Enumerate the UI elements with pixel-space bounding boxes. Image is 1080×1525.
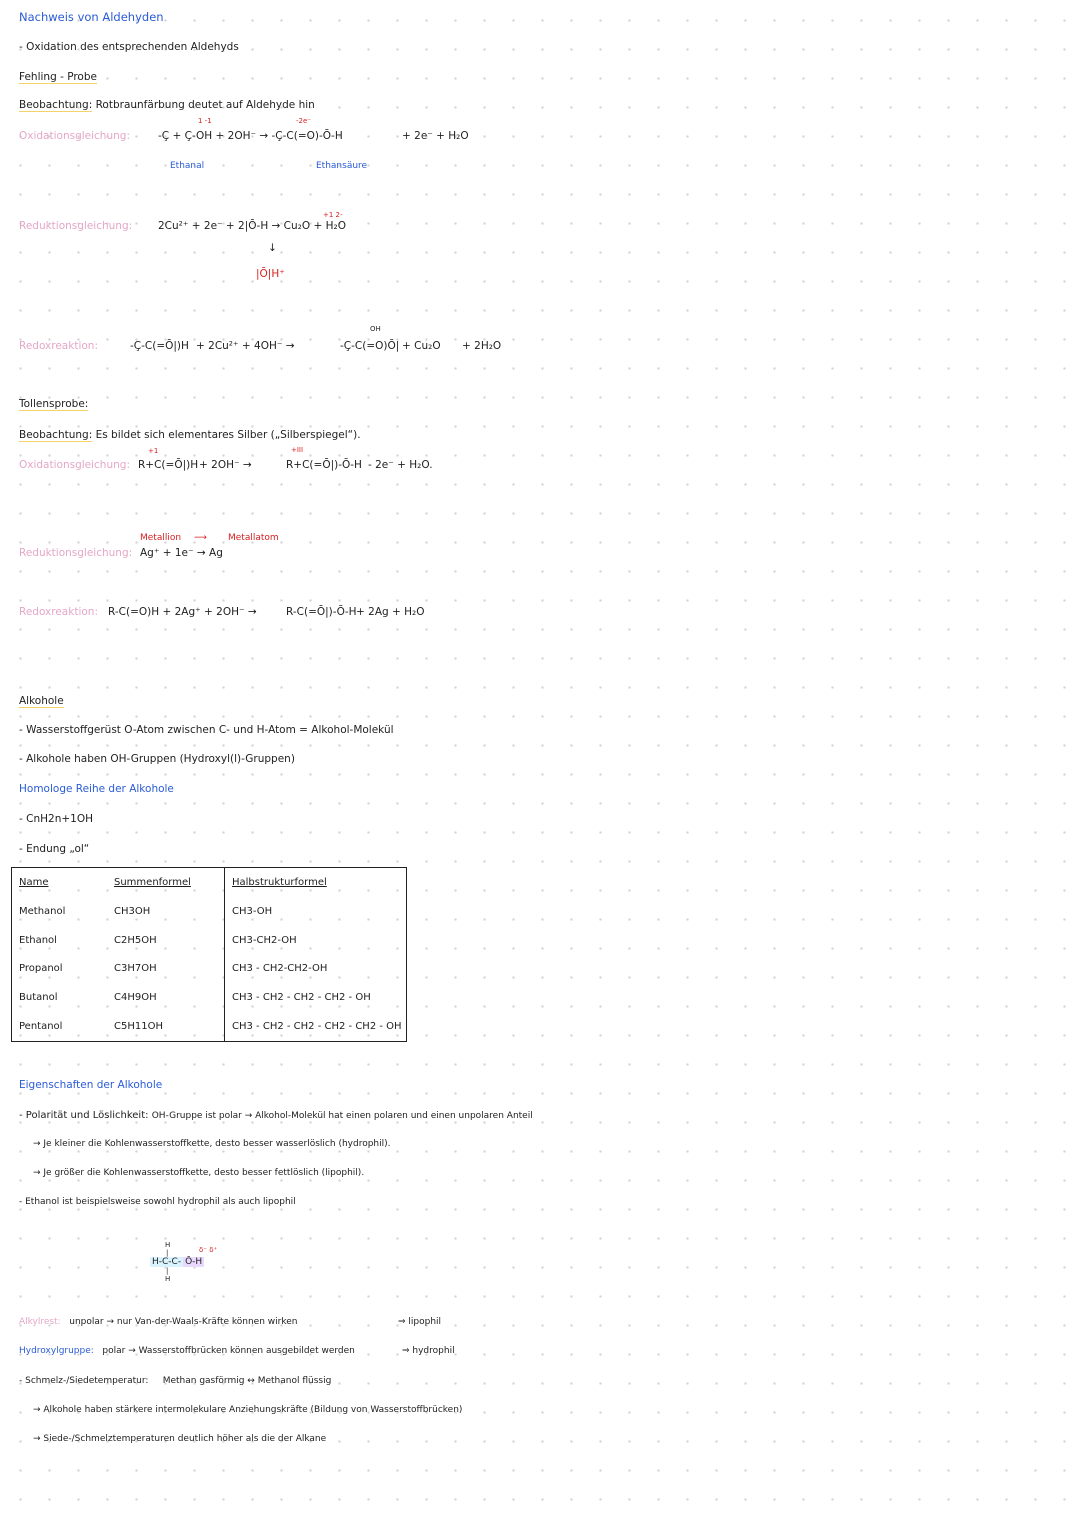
homologe-reihe-heading: Homologe Reihe der Alkohole — [19, 783, 174, 795]
fehling-red-equation: 2Cu²⁺ + 2e⁻ + 2|Ō-H → Cu₂O + H₂O — [158, 220, 346, 232]
alkohole-heading: Alkohole — [19, 695, 64, 707]
table-header-row — [12, 868, 407, 898]
tollens-red-equation: Ag⁺ + 1e⁻ → Ag — [140, 547, 223, 559]
tollens-redox-equation: R-C(=O)H + 2Ag⁺ + 2OH⁻ → — [108, 606, 257, 618]
table-row — [12, 926, 407, 955]
alkylrest-result: ⇒ lipophil — [398, 1317, 442, 1327]
fehling-heading: Fehling - Probe — [19, 71, 97, 83]
alkylrest-text: unpolar → nur Van-der-Waals-Kräfte können wirken — [69, 1317, 298, 1327]
ethanol-line: - Ethanol ist beispielsweise sowohl hydrophil als auch lipophil — [19, 1197, 296, 1207]
table-cell: Propanol — [19, 963, 63, 975]
table-cell: CH3 - CH2 - CH2 - CH2 - OH — [232, 991, 371, 1003]
metallatom-label: Metallatom — [228, 533, 279, 543]
table-cell: C5H11OH — [107, 1012, 225, 1042]
ethanal-label: Ethanal — [170, 161, 205, 171]
tollens-ox-label: Oxidationsgleichung: — [19, 459, 130, 471]
tollens-ox-plus: + 2OH⁻ → — [199, 459, 252, 471]
tollens-ox-rhs: - 2e⁻ + H₂O. — [368, 459, 433, 471]
fehling-redox-lhs: -Ç-C(=Ō|)H — [130, 340, 189, 352]
table-cell: CH3OH — [107, 897, 225, 926]
schmelz-siede-line — [19, 1377, 331, 1387]
table-cell: CH3-CH2-OH — [232, 934, 297, 946]
alkyl-highlight: H-C-C- — [152, 1257, 182, 1267]
page-title: Nachweis von Aldehyden — [19, 10, 164, 24]
fehling-obs-label: Beobachtung: — [19, 99, 93, 111]
fehling-red-hydroxide: |Ō|H⁺ — [256, 268, 285, 280]
schmelz-siede-text: Methan gasförmig ↔ Methanol flüssig — [162, 1376, 332, 1386]
table-row — [12, 1012, 407, 1042]
table-cell: Methanol — [19, 906, 66, 918]
tollens-ox-number-2: +III — [291, 446, 304, 454]
polaritaet-line — [19, 1110, 533, 1122]
fehling-red-numbers: +1 2- — [323, 211, 343, 219]
tollens-redox-rhs: + 2Ag + H₂O — [356, 606, 425, 618]
tollens-observation — [19, 430, 361, 442]
tollens-obs-label: Beobachtung: — [19, 429, 93, 441]
eigenschaften-heading: Eigenschaften der Alkohole — [19, 1079, 163, 1091]
tollens-ox-number-1: +1 — [148, 447, 159, 455]
polaritaet-text: OH-Gruppe ist polar → Alkohol-Molekül hat einen polaren und einen unpolaren Anteil — [151, 1111, 533, 1121]
metallion-label: Metallion — [140, 533, 182, 543]
fehling-redox-label: Redoxreaktion: — [19, 340, 98, 352]
fehling-redox-mid: + 2Cu²⁺ + 4OH⁻ → — [196, 340, 295, 352]
tollens-redox-label: Redoxreaktion: — [19, 606, 98, 618]
table-cell: C4H9OH — [107, 983, 225, 1012]
tollens-ox-product: R+C(=Ō|)-Ō-H — [286, 459, 362, 471]
table-cell: C2H5OH — [107, 926, 225, 955]
alkylrest-line — [19, 1318, 297, 1328]
ethanol-struct-main — [150, 1258, 204, 1268]
table-row — [12, 983, 407, 1012]
table-cell: CH3 - CH2-CH2-OH — [232, 963, 328, 975]
tollens-ox-lhs: R+C(=Ō|)H — [138, 459, 199, 471]
table-cell: CH3 - CH2 - CH2 - CH2 - CH2 - OH — [232, 1020, 402, 1032]
table-cell: Butanol — [19, 991, 58, 1003]
hydroxylgruppe-label: Hydroxylgruppe: — [19, 1346, 94, 1356]
ethanol-struct-bond-bottom: | — [166, 1267, 169, 1275]
fehling-observation — [19, 100, 315, 112]
fehling-redox-oh: OH — [370, 325, 381, 333]
table-header-summenformel: Summenformel — [107, 868, 225, 898]
fehling-redox-h2o: + 2H₂O — [462, 340, 502, 352]
alkohole-line-1: - Wasserstoffgerüst O-Atom zwischen C- und H-Atom = Alkohol-Molekül — [19, 724, 394, 736]
homologe-reihe-table — [11, 867, 407, 1042]
alkylrest-label: Alkylrest: — [19, 1317, 61, 1327]
table-cell: CH3-OH — [232, 906, 273, 918]
arrow-line-lipophil: → Je größer die Kohlenwasserstoffkette, desto besser fettlöslich (lipophil). — [33, 1168, 365, 1178]
ethansaeure-label: Ethansäure — [316, 161, 368, 171]
metallion-arrow: ⟶ — [194, 533, 207, 543]
fehling-red-arrow: ↓ — [268, 242, 277, 254]
table-row — [12, 897, 407, 926]
ethanol-struct-bond-top: | — [166, 1249, 169, 1257]
table-cell: Pentanol — [19, 1020, 63, 1032]
ethanol-struct-h-bottom: H — [165, 1275, 171, 1283]
hydroxylgruppe-text: polar → Wasserstoffbrücken können ausgebildet werden — [102, 1346, 355, 1356]
tollens-obs-text: Es bildet sich elementares Silber („Silberspiegel“). — [95, 429, 361, 441]
table-row — [12, 954, 407, 983]
fehling-ox-electron-note: -2e⁻ — [296, 117, 311, 125]
ethanol-struct-h-top: H — [165, 1241, 171, 1249]
schmelz-siede-label: - Schmelz-/Siedetemperatur: — [19, 1376, 149, 1386]
arrow-line-siedetemperatur: → Siede-/Schmelztemperaturen deutlich höher als die der Alkane — [33, 1434, 327, 1444]
tollens-redox-product: R-C(=Ō|)-Ō-H — [286, 606, 357, 618]
arrow-line-hydrophil: → Je kleiner die Kohlenwasserstoffkette, desto besser wasserlöslich (hydrophil). — [33, 1139, 391, 1149]
fehling-ox-numbers: 1 -1 — [198, 117, 212, 125]
tollens-red-label: Reduktionsgleichung: — [19, 547, 133, 559]
fehling-ox-equation: -Ç + Ç-OH + 2OH⁻ → -Ç-C(=O)-Ō-H — [158, 130, 343, 142]
intro-line: - Oxidation des entsprechenden Aldehyds — [19, 41, 239, 53]
hydroxylgruppe-line — [19, 1347, 355, 1357]
alkohole-line-2: - Alkohole haben OH-Gruppen (Hydroxyl(l)-Gruppen) — [19, 753, 295, 765]
table-cell: C3H7OH — [107, 954, 225, 983]
hydroxylgruppe-result: ⇒ hydrophil — [402, 1346, 455, 1356]
polaritaet-label: - Polarität und Löslichkeit: — [19, 1110, 149, 1121]
tollens-heading: Tollensprobe: — [19, 398, 89, 410]
fehling-ox-rhs: + 2e⁻ + H₂O — [402, 130, 469, 142]
table-cell: Ethanol — [19, 934, 57, 946]
fehling-red-label: Reduktionsgleichung: — [19, 220, 133, 232]
arrow-line-anziehung: → Alkohole haben stärkere intermolekulare Anziehungskräfte (Bildung von Wasserstoffbrücken) — [33, 1405, 463, 1415]
fehling-ox-label: Oxidationsgleichung: — [19, 130, 130, 142]
ethanol-struct-delta: δ⁻ δ⁺ — [199, 1246, 218, 1254]
fehling-redox-cu2o: + Cu₂O — [402, 340, 441, 352]
table-header-halbstrukturformel: Halbstrukturformel — [232, 877, 327, 889]
fehling-redox-product: -Ç-C(=O)Ō| — [340, 340, 400, 352]
table-header-name: Name — [19, 877, 49, 889]
alkohol-endung: - Endung „ol“ — [19, 843, 90, 855]
alkohol-formel: - CnH2n+1OH — [19, 813, 93, 825]
hydroxyl-highlight: Ō-H — [185, 1257, 203, 1267]
fehling-obs-text: Rotbraunfärbung deutet auf Aldehyde hin — [95, 99, 315, 111]
